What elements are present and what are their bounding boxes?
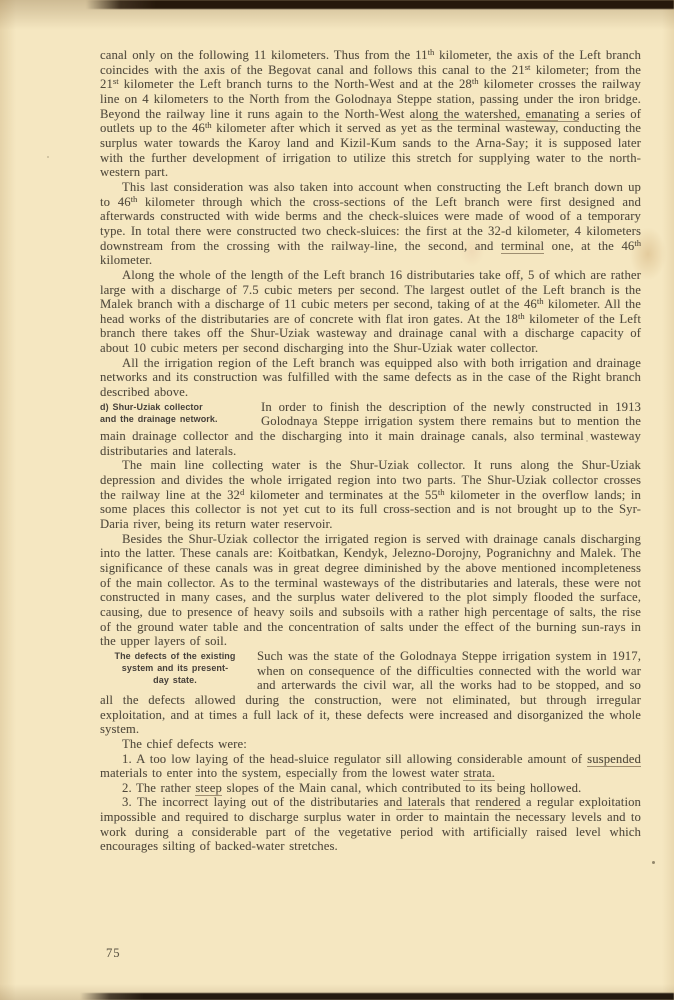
- ordinal-superscript: st: [112, 76, 119, 87]
- pencil-underlined-text: rendered: [475, 795, 521, 810]
- pencil-underlined-text: emanating: [525, 106, 580, 121]
- paragraph-chief-defects: The chief defects were:: [122, 736, 247, 751]
- list-item-defect-3: 3. The incorrect laying out of the distributaries and laterals that rendered a regular exploitation impossible and required to discharge surplus water in order to maintain the necessary levels and to work during a considerable part of the vegetative period with artificially raised level which encourages silting of backed-water stretches.: [100, 795, 641, 854]
- page-number: 75: [106, 946, 121, 960]
- list-item-defect-1: 1. A too low laying of the head-sluice regulator sill allowing considerable amount of suspended materials to enter into the system, especially from the lowest water strata.: [100, 751, 641, 781]
- pencil-underlined-text: suspended: [587, 751, 641, 766]
- ordinal-superscript: th: [634, 237, 641, 248]
- pencil-underlined-text: terminal: [500, 238, 545, 253]
- pencil-underlined-text: strata.: [463, 766, 495, 781]
- paragraph-distributaries: Along the whole of the length of the Left branch 16 distributaries take off, 5 of which are rather large with a discharge of 7.5 cubic meters per second. The largest outlet of the Left branch is the Malek branch with a discharge of 11 cubic meters per second, taking of at the 46th kilometer. All the head works of the distributaries are of concrete with flat iron gates. At the 18th kilometer of the Left branch there takes off the Shur-Uziak wasteway and drainage canal with a discharge capacity of about 10 cubic meters per second discharging into the Shur-Uziak water collector.: [100, 267, 641, 356]
- paragraph-shur-uziak-intro: d) Shur-Uziak collector and the drainage network. In order to finish the description of the newly constructed in 1913 Golodnaya Steppe irrigation system there remains but to mention the main drainage collector and the discharging into it main drainage canals, also terminal wasteway distributaries and laterals.: [100, 399, 641, 458]
- paper-speck: [47, 156, 49, 158]
- ordinal-superscript: th: [517, 310, 525, 321]
- ordinal-superscript: th: [471, 76, 479, 87]
- margin-note: d) Shur-Uziak collector and the drainage network.: [100, 401, 218, 424]
- paragraph-irrigation-region: All the irrigation region of the Left branch was equipped also with both irrigation and drainage networks and its construction was fulfilled with the same defects as in the case of the Right branch described above.: [100, 355, 641, 400]
- paragraph-check-sluices: This last consideration was also taken into account when constructing the Left branch down up to 46th kilometer through which the cross-sections of the Left branch were first designed and afterwards constructed with wide berms and the check-sluices were made of wood of a temporary type. In total there were constructed two check-sluices: the first at the 32-d kilometer, 4 kilometers downstream from the crossing with the railway-line, the second, and terminal one, at the 46th kilometer.: [100, 179, 642, 268]
- paragraph-left-branch-course: canal only on the following 11 kilometers. Thus from the 11th kilometer, the axis of the Left branch coincides with the axis of the Begovat canal and follows this canal to the 21st kilometer; from the 21st kilometer the Left branch turns to the North-West and at the 28th kilometer crosses the railway line on 4 kilometers to the North from the Golodnaya Steppe station, passing under the iron bridge. Beyond the railway line it runs again to the North-West along the watershed, emanating a series of outlets up to the 46th kilometer after which it served as yet as the terminal wasteway, conducting the surplus water towards the Karoy land and Kizil-Kum sands to the Arna-Say; it is supposed later with the further development of irrigation to utilize this stretch for supplying water to the north-western part.: [100, 47, 642, 180]
- paragraph-defects-1917: The defects of the existing system and its present- day state. Such was the state of the Golodnaya Steppe irrigation system in 1917, when on consequence of the difficulties connected with the world war and arterwards the civil war, all the works had to be stopped, and so all the defects allowed during the construction, were not eliminated, but through irregular exploitation, and at times a full lack of it, these defects were increased and disorganized the whole system.: [100, 648, 641, 737]
- scan-edge-bottom: [80, 993, 674, 1000]
- margin-note: The defects of the existing system and its present- day state.: [114, 650, 236, 685]
- ordinal-superscript: d: [239, 486, 245, 497]
- paragraph-main-collector: The main line collecting water is the Shur-Uziak collector. It runs along the Shur-Uziak depression and divides the whole irrigated region into two parts. The Shur-Uziak collector crosses the railway line at the 32$^d$ kilometer and terminates at the 55th kilometer in the overflow lands; in some places this collector is not yet cut to its full cross-section and is not brought up to the Syr-Daria river, being its return water reservoir.: [100, 458, 642, 531]
- ordinal-superscript: th: [130, 193, 138, 204]
- ordinal-superscript: th: [437, 486, 445, 497]
- pencil-overlined-text: as the terminal wasteway,: [421, 121, 559, 136]
- scan-edge-top: [86, 0, 674, 9]
- pencil-underlined-text: steep: [195, 780, 222, 795]
- paragraph-drainage-canals: Besides the Shur-Uziak collector the irrigated region is served with drainage canals discharging into the latter. These canals are: Koitbatkan, Kendyk, Jelezno-Dorojny, Pogranichny and Malek. The significance of these canals was in great degree diminished by the above mentioned incompleteness of the main collector. As to the terminal wasteways of the distributaries and laterals, these were not constructed in many cases, and the surplus water delivered to the plot simply flooded the surface, causing, due to presence of heavy soils and subsoils with a rather high percentage of salts, the rise of the ground water table and the concentration of salts under the effect of the burning sun-rays in the upper layers of soil.: [100, 531, 641, 649]
- ordinal-superscript: th: [204, 120, 212, 131]
- pencil-overlined-text: order to: [396, 810, 439, 825]
- paper-speck: [652, 861, 655, 864]
- ordinal-superscript: st: [524, 61, 531, 72]
- ordinal-superscript: th: [536, 296, 544, 307]
- document-body: [100, 48, 641, 854]
- list-item-defect-2: 2. The rather steep slopes of the Main canal, which contributed to its being hollowed.: [122, 780, 582, 795]
- ordinal-superscript: th: [427, 47, 435, 57]
